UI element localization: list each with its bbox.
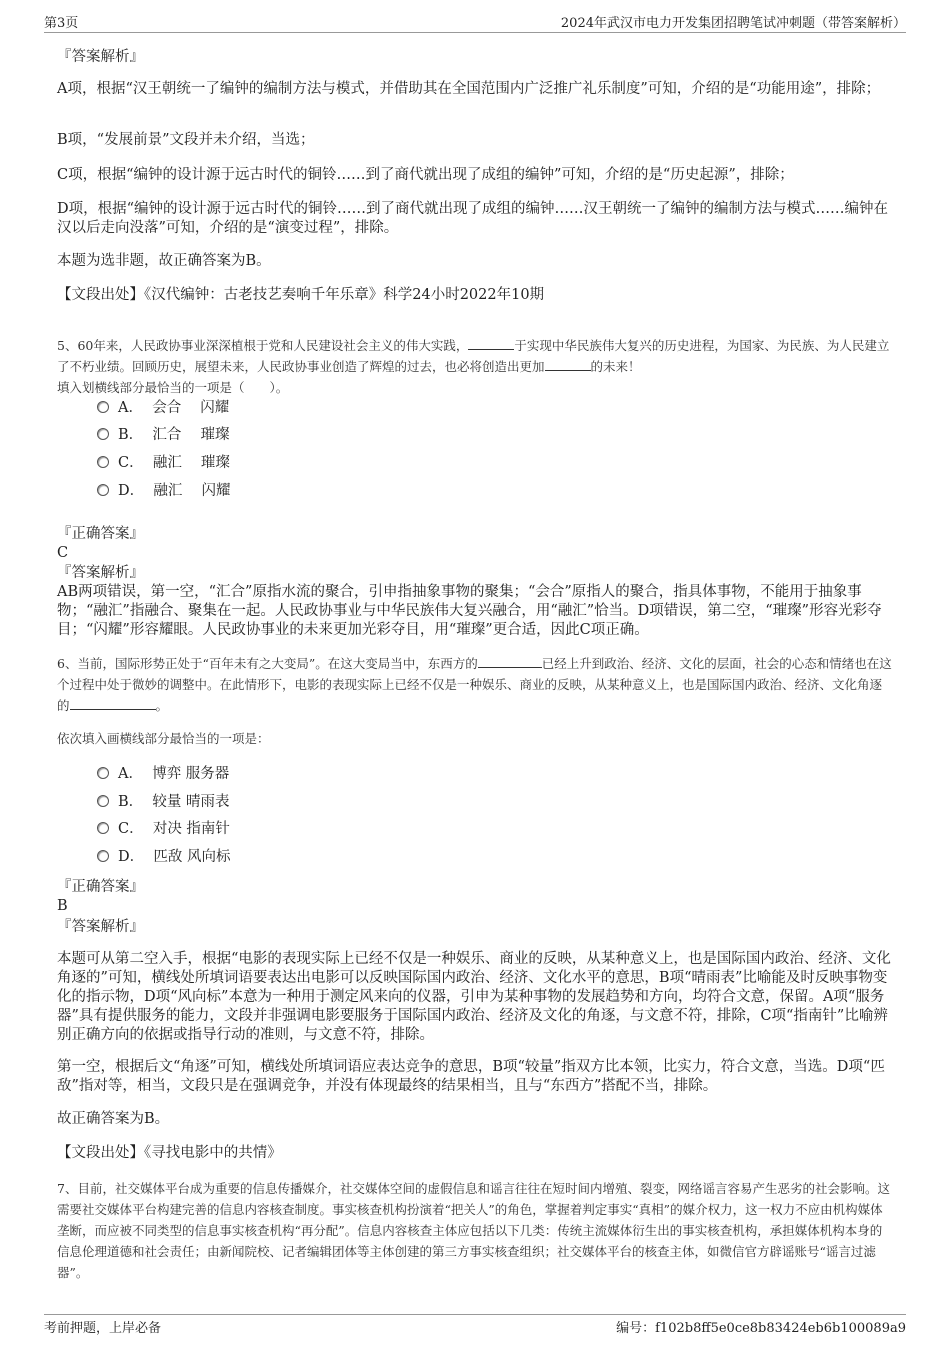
q6-analysis-label: 『答案解析』 — [57, 919, 144, 935]
q4-analysis-label: 『答案解析』 — [57, 49, 144, 65]
q6-blank-2 — [70, 697, 156, 710]
q6-correct-label: 『正确答案』 — [57, 879, 144, 895]
page-footer — [44, 1314, 906, 1335]
q5-option-d[interactable]: D． 融汇 闪耀 — [97, 482, 230, 500]
radio-icon[interactable] — [97, 767, 109, 779]
radio-icon[interactable] — [97, 428, 109, 440]
q4-analysis-d: D项，根据“编钟的设计源于远古时代的铜铃……到了商代就出现了成组的编钟……汉王朝统一了编钟的编制方法与模式……编钟在汉以后走向没落”可知，介绍的是“演变过程”，排除。 — [57, 201, 889, 236]
q6-source: 【文段出处】《寻找电影中的共情》 — [57, 1145, 282, 1161]
footer-serial: 编号：f102b8ff5e0ce8b83424eb6b100089a9 — [616, 1321, 906, 1336]
q6-option-d[interactable]: D． 匹敌 风向标 — [97, 848, 230, 866]
q6-option-b[interactable]: B． 较量 晴雨表 — [97, 793, 229, 811]
q5-option-b[interactable]: B． 汇合 璀璨 — [97, 426, 229, 444]
radio-icon[interactable] — [97, 822, 109, 834]
radio-icon[interactable] — [97, 850, 109, 862]
q4-analysis-a: A项，根据“汉王朝统一了编钟的编制方法与模式，并借助其在全国范围内广泛推广礼乐制度”可知，介绍的是“功能用途”，排除； — [57, 81, 881, 97]
radio-icon[interactable] — [97, 401, 109, 413]
q6-option-c[interactable]: C． 对决 指南针 — [97, 820, 230, 838]
q4-analysis-c: C项，根据“编钟的设计源于远古时代的铜铃……到了商代就出现了成组的编钟”可知，介绍的是“历史起源”，排除； — [57, 167, 794, 183]
q5-option-a[interactable]: A． 会合 闪耀 — [97, 399, 229, 417]
page-number: 第3页 — [44, 16, 79, 31]
q5-stem: 5、60年来，人民政协事业深深植根于党和人民建设社会主义的伟大实践， 于实现中华民族伟大复兴的历史进程，为国家、为民族、为人民建立了不朽业绩。回顾历史，展望未来，人民政协事业创造了辉煌的过去，也必将创造出更加 的未来！ 填入划横线部分最恰当的一项是（ ）。 — [57, 338, 890, 395]
footer-slogan: 考前押题，上岸必备 — [44, 1321, 162, 1336]
q4-conclusion: 本题为选非题，故正确答案为B。 — [57, 253, 271, 269]
q6-option-a[interactable]: A． 博弈 服务器 — [97, 765, 229, 783]
q6-prompt: 依次填入画横线部分最恰当的一项是： — [57, 731, 270, 746]
q6-stem: 6、当前，国际形势正处于“百年未有之大变局”。在这大变局当中，东西方的 已经上升到政治、经济、文化的层面，社会的心态和情绪也在这个过程中处于微妙的调整中。在此情形下，电影的表现实际上已经不仅是一种娱乐、商业的反映，从某种意义上，也是国际国内政治、经济、文化角逐的 。 — [57, 656, 892, 713]
q5-correct-answer: C — [57, 545, 69, 561]
q4-source: 【文段出处】《汉代编钟：古老技艺奏响千年乐章》科学24小时2022年10期 — [57, 287, 545, 303]
q5-option-c[interactable]: C． 融汇 璀璨 — [97, 454, 230, 472]
q5-correct-label: 『正确答案』 — [57, 526, 144, 542]
radio-icon[interactable] — [97, 795, 109, 807]
q4-analysis-b: B项，“发展前景”文段并未介绍，当选； — [57, 132, 315, 148]
q6-analysis-p1: 本题可从第二空入手，根据“电影的表现实际上已经不仅是一种娱乐、商业的反映，从某种意义上，也是国际国内政治、经济、文化角逐的”可知，横线处所填词语要表达出电影可以反映国际国内政治、经济、文化水平的意思，B项“晴雨表”比喻能及时反映事物变化的指示物，D项“风向标”本意为一种用于测定风来向的仪器，引申为某种事物的发展趋势和方向，均符合文意，保留。A项“服务器”具有提供服务的能力，文段并非强调电影要服务于国际国内政治、经济及文化的角逐，与文意不符，排除，C项“指南针”比喻辨别正确方向的依据或指导行动的准则，与文意不符，排除。 — [57, 951, 891, 1043]
q6-blank-1 — [478, 655, 542, 668]
q6-correct-answer: B — [57, 898, 68, 914]
document-title: 2024年武汉市电力开发集团招聘笔试冲刺题（带答案解析） — [560, 16, 906, 31]
q5-analysis: AB两项错误，第一空，“汇合”原指水流的聚合，引申指抽象事物的聚集；“会合”原指人的聚合，指具体事物，不能用于抽象事物；“融汇”指融合、聚集在一起。人民政协事业与中华民族伟大复兴融合，用“融汇”恰当。D项错误，第二空，“璀璨”形容光彩夺目；“闪耀”形容耀眼。人民政协事业的未来更加光彩夺目，用“璀璨”更合适，因此C项正确。 — [57, 584, 882, 638]
q5-blank-2 — [545, 358, 591, 371]
radio-icon[interactable] — [97, 484, 109, 496]
q6-conclusion: 故正确答案为B。 — [57, 1111, 170, 1127]
q6-analysis-p2: 第一空，根据后文“角逐”可知，横线处所填词语应表达竞争的意思，B项“较量”指双方比本领，比实力，符合文意，当选。D项“匹敌”指对等，相当，文段只是在强调竞争，并没有体现最终的结果相当，且与“东西方”搭配不当，排除。 — [57, 1059, 885, 1094]
q7-stem: 7、目前，社交媒体平台成为重要的信息传播媒介，社交媒体空间的虚假信息和谣言往往在短时间内增殖、裂变，网络谣言容易产生恶劣的社会影响。这需要社交媒体平台构建完善的信息内容核查制度。事实核查机构扮演着“把关人”的角色，掌握着判定事实“真相”的媒介权力，这一权力不应由机构媒体垄断，而应被不同类型的信息事实核查机构“再分配”。信息内容核查主体应包括以下几类：传统主流媒体衍生出的事实核查机构，承担媒体机构本身的信息伦理道德和社会责任；由新闻院校、记者编辑团体等主体创建的第三方事实核查组织；社交媒体平台的核查主体，如微信官方辟谣账号“谣言过滤器”。 — [57, 1181, 890, 1280]
radio-icon[interactable] — [97, 456, 109, 468]
q5-blank-1 — [468, 337, 514, 350]
q5-prompt: 填入划横线部分最恰当的一项是（ ）。 — [57, 380, 289, 395]
page-header — [44, 12, 906, 33]
q5-analysis-label: 『答案解析』 — [57, 565, 144, 581]
